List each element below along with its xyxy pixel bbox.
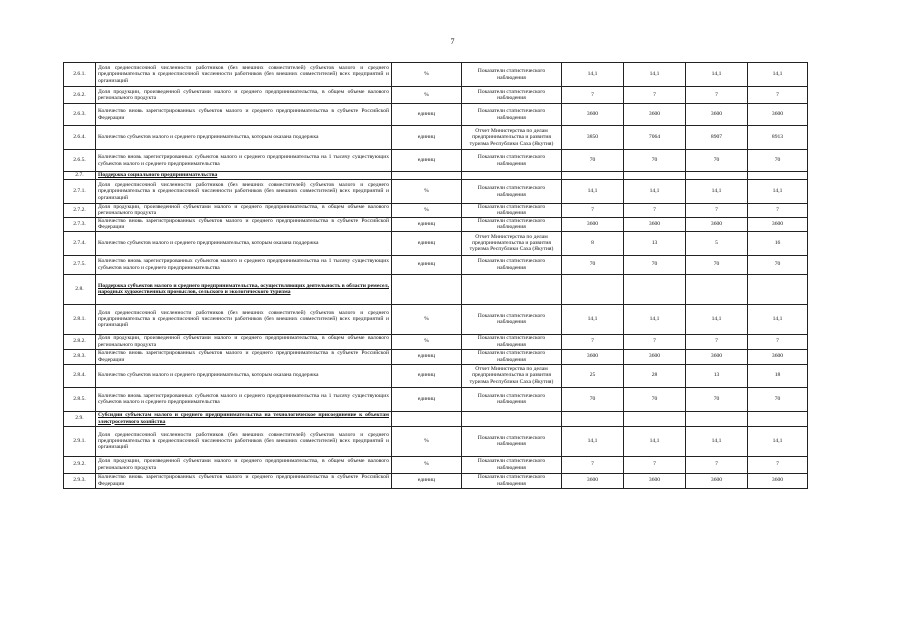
value-cell-2: 14,1 [624,426,686,456]
source-cell [462,411,562,426]
unit-cell: % [392,204,462,218]
source-cell: Показатели статистического наблюдения [462,104,562,126]
table-row [64,456,808,473]
table-row [64,387,808,411]
value-cell-1 [562,274,624,304]
value-cell-3: 3600 [686,473,748,488]
table-row [64,150,808,172]
value-cell-4: 3600 [748,349,808,364]
table-row [64,231,808,255]
value-cell-1: 3600 [562,104,624,126]
value-cell-3 [686,411,748,426]
row-number-cell: 2.7.3. [64,217,96,231]
value-cell-1: 3600 [562,217,624,231]
value-cell-3 [686,172,748,180]
unit-cell: единиц [392,126,462,150]
unit-cell: единиц [392,150,462,172]
section-row [64,172,808,180]
unit-cell: % [392,304,462,334]
indicator-description-cell: Доля продукции, произведенной субъектами малого и среднего предпринимательства, в общем объеме валового регионального продукта [96,334,392,349]
source-cell: Показатели статистического наблюдения [462,217,562,231]
value-cell-4: 16 [748,231,808,255]
row-number-cell: 2.6.1. [64,63,96,87]
table-row [64,87,808,104]
value-cell-2: 3600 [624,217,686,231]
value-cell-3: 14,1 [686,180,748,204]
unit-cell: единиц [392,104,462,126]
section-row [64,274,808,304]
value-cell-4: 14,1 [748,426,808,456]
unit-cell: % [392,87,462,104]
source-cell: Показатели статистического наблюдения [462,426,562,456]
row-number-cell: 2.8. [64,274,96,304]
row-number-cell: 2.6.3. [64,104,96,126]
value-cell-2: 3600 [624,104,686,126]
value-cell-3: 3600 [686,349,748,364]
source-cell: Показатели статистического наблюдения [462,150,562,172]
indicator-description-cell: Доля среднесписочной численности работников (без внешних совместителей) субъектов малого и среднего предпринимательства в среднесписочной численности работников (без внешних совместителей) всех предприятий и организаций [96,426,392,456]
source-cell: Показатели статистического наблюдения [462,204,562,218]
value-cell-2: 7 [624,456,686,473]
value-cell-2: 7 [624,87,686,104]
row-number-cell: 2.8.4. [64,364,96,387]
indicator-description-cell: Доля среднесписочной численности работников (без внешних совместителей) субъектов малого и среднего предпринимательства в среднесписочной численности работников (без внешних совместителей) всех предприятий и организаций [96,63,392,87]
value-cell-1 [562,172,624,180]
value-cell-3: 3600 [686,104,748,126]
value-cell-4: 7 [748,334,808,349]
unit-cell: единиц [392,231,462,255]
indicator-description-cell: Доля среднесписочной численности работников (без внешних совместителей) субъектов малого и среднего предпринимательства в среднесписочной численности работников (без внешних совместителей) всех предприятий и организаций [96,304,392,334]
value-cell-1: 7 [562,87,624,104]
indicator-description-cell: Количество вновь зарегистрированных субъектов малого и среднего предпринимательства на 1 тысячу существующих субъектов малого и среднего предпринимательства [96,387,392,411]
value-cell-4: 3600 [748,473,808,488]
unit-cell: единиц [392,349,462,364]
indicator-description-cell: Количество вновь зарегистрированных субъектов малого и среднего предпринимательства на 1 тысячу существующих субъектов малого и среднего предпринимательства [96,255,392,274]
table-row [64,473,808,488]
table-row [64,349,808,364]
indicator-description-cell: Доля продукции, произведенной субъектами малого и среднего предпринимательства, в общем объеме валового регионального продукта [96,456,392,473]
value-cell-2: 70 [624,387,686,411]
value-cell-2: 7 [624,334,686,349]
value-cell-3: 7 [686,334,748,349]
value-cell-2: 7064 [624,126,686,150]
value-cell-1: 7 [562,334,624,349]
source-cell: Отчет Министерства по делам предпринимательства и развития туризма Республики Саха (Якутия) [462,364,562,387]
row-number-cell: 2.9.2. [64,456,96,473]
table-row [64,63,808,87]
value-cell-1: 3600 [562,349,624,364]
source-cell: Отчет Министерства по делам предпринимательства и развития туризма Республики Саха (Якутия) [462,126,562,150]
indicator-description-cell: Количество вновь зарегистрированных субъектов малого и среднего предпринимательства в субъекте Российской Федерации [96,104,392,126]
value-cell-4: 7 [748,204,808,218]
indicator-description-cell: Субсидии субъектам малого и среднего предпринимательства на технологическое присоединение к объектам электросетевого хозяйства [96,411,392,426]
table-row [64,126,808,150]
value-cell-4: 3600 [748,217,808,231]
value-cell-1: 7 [562,456,624,473]
value-cell-2: 14,1 [624,180,686,204]
value-cell-2 [624,274,686,304]
value-cell-3 [686,274,748,304]
source-cell: Показатели статистического наблюдения [462,63,562,87]
row-number-cell: 2.9.1. [64,426,96,456]
source-cell: Показатели статистического наблюдения [462,304,562,334]
source-cell: Показатели статистического наблюдения [462,456,562,473]
row-number-cell: 2.9.3. [64,473,96,488]
value-cell-2: 7 [624,204,686,218]
row-number-cell: 2.7.1. [64,180,96,204]
value-cell-4: 7 [748,456,808,473]
unit-cell: единиц [392,364,462,387]
indicator-description-cell: Количество вновь зарегистрированных субъектов малого и среднего предпринимательства на 1 тысячу существующих субъектов малого и среднего предпринимательства [96,150,392,172]
value-cell-4: 14,1 [748,304,808,334]
source-cell: Показатели статистического наблюдения [462,334,562,349]
value-cell-1: 14,1 [562,180,624,204]
value-cell-4: 3600 [748,104,808,126]
unit-cell: единиц [392,255,462,274]
row-number-cell: 2.8.3. [64,349,96,364]
indicator-description-cell: Количество субъектов малого и среднего предпринимательства, которым оказана поддержка [96,231,392,255]
source-cell: Показатели статистического наблюдения [462,473,562,488]
value-cell-3: 14,1 [686,426,748,456]
value-cell-1: 14,1 [562,426,624,456]
value-cell-3: 8907 [686,126,748,150]
value-cell-4: 14,1 [748,180,808,204]
row-number-cell: 2.7.4. [64,231,96,255]
value-cell-3: 13 [686,364,748,387]
value-cell-2: 14,1 [624,304,686,334]
value-cell-3: 7 [686,204,748,218]
value-cell-1: 25 [562,364,624,387]
unit-cell [392,172,462,180]
value-cell-3: 14,1 [686,304,748,334]
source-cell [462,172,562,180]
indicator-description-cell: Количество субъектов малого и среднего предпринимательства, которым оказана поддержка [96,364,392,387]
value-cell-4 [748,411,808,426]
unit-cell: % [392,63,462,87]
row-number-cell: 2.7.2. [64,204,96,218]
value-cell-4 [748,172,808,180]
table-row [64,255,808,274]
indicator-description-cell: Доля продукции, произведенной субъектами малого и среднего предпринимательства, в общем объеме валового регионального продукта [96,204,392,218]
value-cell-1: 3600 [562,473,624,488]
row-number-cell: 2.8.5. [64,387,96,411]
value-cell-1: 7 [562,204,624,218]
value-cell-1 [562,411,624,426]
table-row [64,204,808,218]
unit-cell: % [392,426,462,456]
indicator-description-cell: Поддержка социального предпринимательства [96,172,392,180]
unit-cell: единиц [392,473,462,488]
table-row [64,217,808,231]
unit-cell: единиц [392,387,462,411]
source-cell [462,274,562,304]
value-cell-1: 70 [562,255,624,274]
row-number-cell: 2.8.1. [64,304,96,334]
row-number-cell: 2.6.2. [64,87,96,104]
unit-cell: единиц [392,217,462,231]
table-row [64,304,808,334]
source-cell: Показатели статистического наблюдения [462,387,562,411]
source-cell: Отчет Министерства по делам предпринимательства и развития туризма Республики Саха (Якутия) [462,231,562,255]
value-cell-4: 18 [748,364,808,387]
table-row [64,334,808,349]
value-cell-3: 7 [686,456,748,473]
value-cell-4: 70 [748,150,808,172]
value-cell-2: 28 [624,364,686,387]
unit-cell: % [392,456,462,473]
value-cell-1: 70 [562,150,624,172]
page-number: 7 [450,37,455,46]
value-cell-1: 14,1 [562,304,624,334]
row-number-cell: 2.8.2. [64,334,96,349]
source-cell: Показатели статистического наблюдения [462,180,562,204]
value-cell-3: 70 [686,387,748,411]
table-row [64,104,808,126]
value-cell-3: 14,1 [686,63,748,87]
value-cell-2: 3600 [624,349,686,364]
value-cell-4: 70 [748,255,808,274]
value-cell-3: 7 [686,87,748,104]
row-number-cell: 2.7. [64,172,96,180]
unit-cell: % [392,180,462,204]
unit-cell [392,411,462,426]
value-cell-4: 7 [748,87,808,104]
unit-cell: % [392,334,462,349]
value-cell-2: 70 [624,255,686,274]
value-cell-2: 13 [624,231,686,255]
row-number-cell: 2.6.4. [64,126,96,150]
indicator-description-cell: Количество вновь зарегистрированных субъектов малого и среднего предпринимательства в субъекте Российской Федерации [96,217,392,231]
value-cell-4: 14,1 [748,63,808,87]
indicator-description-cell: Количество субъектов малого и среднего предпринимательства, которым оказана поддержка [96,126,392,150]
table-row [64,426,808,456]
row-number-cell: 2.9. [64,411,96,426]
indicators-table [63,62,808,489]
value-cell-4: 8913 [748,126,808,150]
value-cell-4: 70 [748,387,808,411]
value-cell-1: 70 [562,387,624,411]
table-row [64,364,808,387]
value-cell-2 [624,172,686,180]
value-cell-2: 70 [624,150,686,172]
value-cell-4 [748,274,808,304]
indicator-description-cell: Доля продукции, произведенной субъектами малого и среднего предпринимательства, в общем объеме валового регионального продукта [96,87,392,104]
value-cell-3: 70 [686,150,748,172]
value-cell-2 [624,411,686,426]
source-cell: Показатели статистического наблюдения [462,87,562,104]
source-cell: Показатели статистического наблюдения [462,349,562,364]
section-row [64,411,808,426]
value-cell-2: 3600 [624,473,686,488]
value-cell-1: 3850 [562,126,624,150]
value-cell-3: 70 [686,255,748,274]
value-cell-3: 3600 [686,217,748,231]
indicator-description-cell: Поддержка субъектов малого и среднего предпринимательства, осуществляющих деятельность в области ремесел, народных художественных промыслов, сельского и экологического туризма [96,274,392,304]
source-cell: Показатели статистического наблюдения [462,255,562,274]
unit-cell [392,274,462,304]
table-row [64,180,808,204]
row-number-cell: 2.6.5. [64,150,96,172]
row-number-cell: 2.7.5. [64,255,96,274]
indicator-description-cell: Количество вновь зарегистрированных субъектов малого и среднего предпринимательства в субъекте Российской Федерации [96,473,392,488]
value-cell-1: 14,1 [562,63,624,87]
indicator-description-cell: Доля среднесписочной численности работников (без внешних совместителей) субъектов малого и среднего предпринимательства в среднесписочной численности работников (без внешних совместителей) всех предприятий и организаций [96,180,392,204]
value-cell-3: 5 [686,231,748,255]
indicator-description-cell: Количество вновь зарегистрированных субъектов малого и среднего предпринимательства в субъекте Российской Федерации [96,349,392,364]
value-cell-1: 8 [562,231,624,255]
value-cell-2: 14,1 [624,63,686,87]
